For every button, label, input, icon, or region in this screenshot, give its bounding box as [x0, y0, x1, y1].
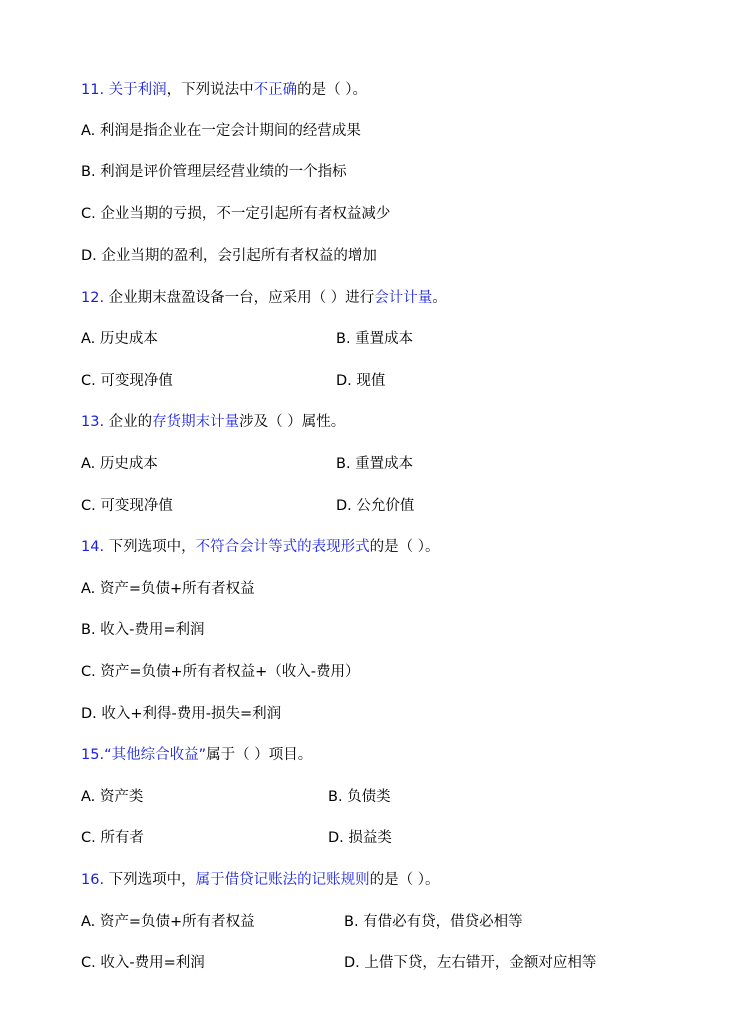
question-keyword: 不正确 — [253, 82, 298, 98]
option-d: D. 公允价值 — [336, 498, 415, 514]
question-text: ，下列说法中 — [166, 82, 254, 98]
question-number: 13. — [81, 414, 105, 430]
question-keyword: 不符合会计等式的表现形式 — [195, 539, 370, 555]
question-keyword: 关于利润 — [108, 82, 167, 98]
question-text: 企业的 — [104, 414, 153, 430]
question-12 — [81, 288, 447, 308]
question-number: 14. — [81, 539, 105, 555]
option-c: C. 收入-费用=利润 — [81, 955, 205, 971]
option-a: A. 历史成本 — [81, 331, 158, 347]
option-c: C. 企业当期的亏损，不一定引起所有者权益减少 — [81, 206, 391, 222]
question-text: 涉及（ ）属性。 — [239, 414, 346, 430]
question-number: 11. — [81, 82, 105, 98]
option-c: C. 可变现净值 — [81, 498, 173, 514]
question-number: 16. — [81, 872, 105, 888]
option-a: A. 资产=负债+所有者权益 — [81, 914, 255, 930]
option-c: C. 所有者 — [81, 830, 144, 846]
option-b: B. 重置成本 — [336, 331, 414, 347]
option-a: A. 资产=负债+所有者权益 — [81, 581, 255, 597]
question-16 — [81, 870, 440, 890]
option-b: B. 利润是评价管理层经营业绩的一个指标 — [81, 164, 347, 180]
question-text: 的是（ ）。 — [369, 872, 440, 888]
question-text: 的是（ ）。 — [369, 539, 440, 555]
question-text: 的是（ ）。 — [297, 82, 368, 98]
question-keyword: 会计计量 — [374, 290, 433, 306]
question-text: 属于（ ）项目。 — [206, 747, 313, 763]
option-a: A. 历史成本 — [81, 456, 158, 472]
option-c: C. 可变现净值 — [81, 373, 173, 389]
question-text: 下列选项中， — [104, 539, 196, 555]
question-15 — [81, 745, 312, 765]
option-c: C. 资产=负债+所有者权益+（收入-费用） — [81, 664, 360, 680]
question-number: 15. — [81, 747, 105, 763]
option-d: D. 收入+利得-费用-损失=利润 — [81, 706, 282, 722]
option-d: D. 现值 — [336, 373, 386, 389]
option-d: D. 损益类 — [328, 830, 392, 846]
option-a: A. 资产类 — [81, 789, 144, 805]
option-d: D. 上借下贷，左右错开，金额对应相等 — [344, 955, 597, 971]
question-keyword: 属于借贷记账法的记账规则 — [195, 872, 370, 888]
option-b: B. 负债类 — [328, 789, 391, 805]
option-d: D. 企业当期的盈利，会引起所有者权益的增加 — [81, 248, 377, 264]
option-b: B. 有借必有贷，借贷必相等 — [344, 914, 523, 930]
question-13 — [81, 412, 345, 432]
question-text: 下列选项中， — [104, 872, 196, 888]
option-a: A. 利润是指企业在一定会计期间的经营成果 — [81, 123, 361, 139]
option-b: B. 收入-费用=利润 — [81, 622, 205, 638]
question-14 — [81, 537, 440, 557]
question-11 — [81, 80, 367, 100]
question-text: 企业期末盘盈设备一台，应采用（ ）进行 — [104, 290, 375, 306]
question-keyword: 存货期末计量 — [152, 414, 240, 430]
question-text: 。 — [432, 290, 447, 306]
question-keyword: “其他综合收益” — [104, 747, 207, 763]
question-number: 12. — [81, 290, 105, 306]
option-b: B. 重置成本 — [336, 456, 414, 472]
